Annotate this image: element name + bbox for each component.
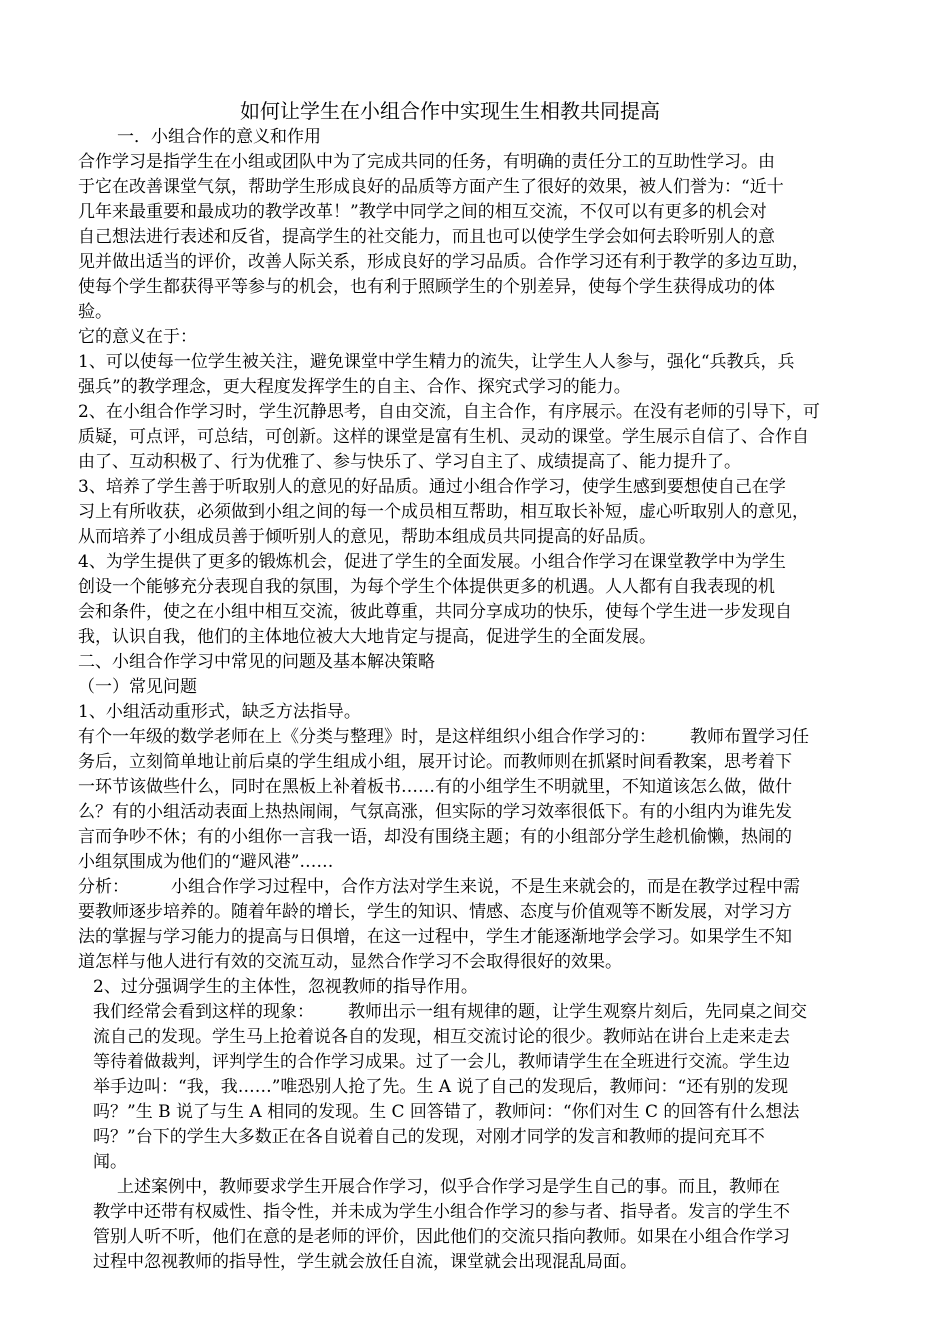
paragraph-line: 3、培养了学生善于听取别人的意见的好品质。通过小组合作学习，使学生感到要想使自己在学 xyxy=(78,477,786,497)
paragraph-line: 于它在改善课堂气氛，帮助学生形成良好的品质等方面产生了很好的效果，被人们誉为：“近十 xyxy=(78,177,784,197)
paragraph-line: 2、过分强调学生的主体性，忽视教师的指导作用。 xyxy=(93,977,478,997)
paragraph-line: 我，认识自我，他们的主体地位被大大地肯定与提高，促进学生的全面发展。 xyxy=(78,627,656,647)
paragraph-text: 教师出示一组有规律的题，让学生观察片刻后，先同桌之间交 xyxy=(348,1002,807,1022)
paragraph-line xyxy=(78,725,809,749)
subsection-heading: （一）常见问题 xyxy=(78,677,197,697)
paragraph-line: 从而培养了小组成员善于倾听别人的意见，帮助本组成员共同提高的好品质。 xyxy=(78,527,656,547)
paragraph-line: 流自己的发现。学生马上抢着说各自的发现，相互交流讨论的很少。教师站在讲台上走来走去 xyxy=(93,1027,790,1047)
paragraph-text: 有个一年级的数学老师在上《分类与整理》时，是这样组织小组合作学习的： xyxy=(78,727,656,747)
paragraph-line: 言而争吵不休；有的小组你一言我一语，却没有围绕主题；有的小组部分学生趁机偷懒，热闹的 xyxy=(78,827,792,847)
paragraph-line: 1、小组活动重形式，缺乏方法指导。 xyxy=(78,702,361,722)
paragraph-line: 过程中忽视教师的指导性，学生就会放任自流，课堂就会出现混乱局面。 xyxy=(93,1252,637,1272)
paragraph-line: 闻。 xyxy=(93,1152,127,1172)
paragraph-line: 么？有的小组活动表面上热热闹闹，气氛高涨，但实际的学习效率很低下。有的小组内为谁先发 xyxy=(78,802,792,822)
paragraph-line: 质疑，可点评，可总结，可创新。这样的课堂是富有生机、灵动的课堂。学生展示自信了、合作自 xyxy=(78,427,809,447)
paragraph-line: 一环节该做些什么，同时在黑板上补着板书……有的小组学生不明就里，不知道该怎么做，做什 xyxy=(78,777,792,797)
paragraph-line: 2、在小组合作学习时，学生沉静思考，自由交流，自主合作，有序展示。在没有老师的引导下，可 xyxy=(78,402,820,422)
paragraph-line: 见并做出适当的评价，改善人际关系，形成良好的学习品质。合作学习还有利于教学的多边互助， xyxy=(78,252,809,272)
document-title: 如何让学生在小组合作中实现生生相教共同提高 xyxy=(240,99,660,123)
paragraph-line: 几年来最重要和最成功的教学改革！”教学中同学之间的相互交流，不仅可以有更多的机会对 xyxy=(78,202,767,222)
paragraph-text: 分析： xyxy=(78,877,129,897)
paragraph-line: 合作学习是指学生在小组或团队中为了完成共同的任务，有明确的责任分工的互助性学习。由 xyxy=(78,152,775,172)
paragraph-line: 法的掌握与学习能力的提高与日俱增，在这一过程中，学生才能逐渐地学会学习。如果学生不知 xyxy=(78,927,792,947)
paragraph-line: 强兵”的教学理念，更大程度发挥学生的自主、合作、探究式学习的能力。 xyxy=(78,377,631,397)
paragraph-line: 务后，立刻简单地让前后桌的学生组成小组，展开讨论。而教师则在抓紧时间看教案，思考着下 xyxy=(78,752,792,772)
paragraph-line: 它的意义在于： xyxy=(78,327,197,347)
paragraph-line: 要教师逐步培养的。随着年龄的增长，学生的知识、情感、态度与价值观等不断发展，对学习方 xyxy=(78,902,792,922)
paragraph-line: 小组氛围成为他们的“避风港”…… xyxy=(78,852,334,872)
paragraph-line xyxy=(78,875,800,899)
paragraph-line: 吗？”生 B 说了与生 A 相同的发现。生 C 回答错了，教师问：“你们对生 C 的回答有什么想法 xyxy=(93,1102,800,1122)
paragraph-line: 使每个学生都获得平等参与的机会，也有利于照顾学生的个别差异，使每个学生获得成功的体 xyxy=(78,277,775,297)
paragraph-text: 小组合作学习过程中，合作方法对学生来说，不是生来就会的，而是在教学过程中需 xyxy=(171,877,800,897)
paragraph-line: 自己想法进行表述和反省，提高学生的社交能力，而且也可以使学生学会如何去聆听别人的意 xyxy=(78,227,775,247)
paragraph-line: 教学中还带有权威性、指令性，并未成为学生小组合作学习的参与者、指导者。发言的学生不 xyxy=(93,1202,790,1222)
paragraph-line xyxy=(93,1000,807,1024)
paragraph-line: 等待着做裁判，评判学生的合作学习成果。过了一会儿，教师请学生在全班进行交流。学生边 xyxy=(93,1052,790,1072)
paragraph-line: 1、可以使每一位学生被关注，避免课堂中学生精力的流失，让学生人人参与，强化“兵教兵，兵 xyxy=(78,352,795,372)
paragraph-line: 习上有所收获，必须做到小组之间的每一个成员相互帮助，相互取长补短，虚心听取别人的意见， xyxy=(78,502,809,522)
paragraph-line: 验。 xyxy=(78,302,112,322)
paragraph-line: 4、为学生提供了更多的锻炼机会，促进了学生的全面发展。小组合作学习在课堂教学中为学生 xyxy=(78,552,786,572)
paragraph-text: 教师布置学习任 xyxy=(690,727,809,747)
section-heading: 二、小组合作学习中常见的问题及基本解决策略 xyxy=(78,652,435,672)
paragraph-line: 吗？”台下的学生大多数正在各自说着自己的发现，对刚才同学的发言和教师的提问充耳不 xyxy=(93,1127,765,1147)
section-heading: 一．小组合作的意义和作用 xyxy=(117,127,321,147)
paragraph-line: 上述案例中，教师要求学生开展合作学习，似乎合作学习是学生自己的事。而且，教师在 xyxy=(117,1177,780,1197)
paragraph-line: 创设一个能够充分表现自我的氛围，为每个学生个体提供更多的机遇。人人都有自我表现的机 xyxy=(78,577,775,597)
paragraph-line: 由了、互动积极了、行为优雅了、参与快乐了、学习自主了、成绩提高了、能力提升了。 xyxy=(78,452,741,472)
paragraph-line: 管别人听不听，他们在意的是老师的评价，因此他们的交流只指向教师。如果在小组合作学习 xyxy=(93,1227,790,1247)
paragraph-line: 举手边叫：“我，我……”唯恐别人抢了先。生 A 说了自己的发现后，教师问：“还有别的发现 xyxy=(93,1077,789,1097)
paragraph-line: 道怎样与他人进行有效的交流互动，显然合作学习不会取得很好的效果。 xyxy=(78,952,622,972)
paragraph-line: 会和条件，使之在小组中相互交流，彼此尊重，共同分享成功的快乐，使每个学生进一步发现自 xyxy=(78,602,792,622)
paragraph-text: 我们经常会看到这样的现象： xyxy=(93,1002,314,1022)
